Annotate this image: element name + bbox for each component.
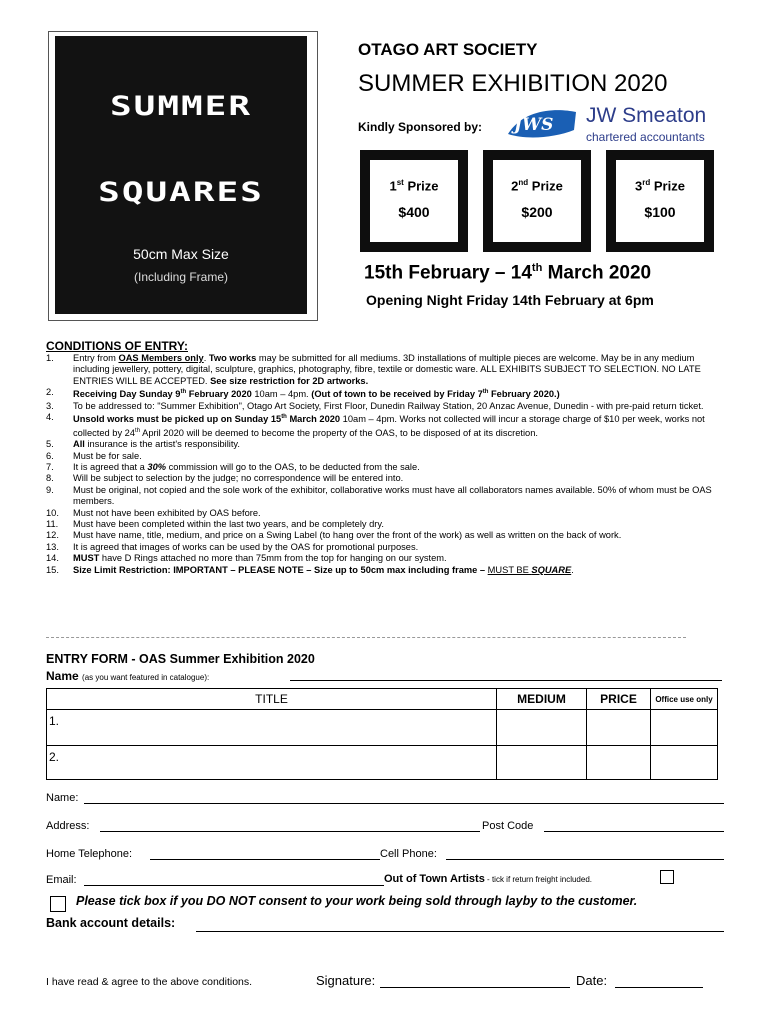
signature-field[interactable] <box>380 987 570 988</box>
row-2-medium-cell[interactable] <box>497 746 587 780</box>
layby-consent-checkbox[interactable] <box>50 896 66 912</box>
conditions-list <box>46 353 732 576</box>
condition-item: 12. Must have name, title, medium, and price on a Swing Label (to hang over the front of the work) as well as written on the back of work. <box>46 530 622 541</box>
col-price: PRICE <box>587 689 651 710</box>
poster-title-line1: SUMMER <box>109 91 253 122</box>
condition-item: 15. Size Limit Restriction: IMPORTANT – PLEASE NOTE – Size up to 50cm max including frame – MUST BE SQUARE. <box>46 564 574 575</box>
condition-item: 13. It is agreed that images of works can be used by the OAS for promotional purposes. <box>46 541 419 552</box>
name-field[interactable] <box>84 803 724 804</box>
out-of-town-label: Out of Town Artists - tick if return freight included. <box>384 873 592 885</box>
col-medium: MEDIUM <box>497 689 587 710</box>
row-1-office-cell <box>651 710 718 746</box>
row-2-title-cell[interactable] <box>47 746 497 780</box>
home-phone-label: Home Telephone: <box>46 848 133 860</box>
opening-night: Opening Night Friday 14th February at 6pm <box>366 292 654 308</box>
row-1-title-cell[interactable] <box>47 710 497 746</box>
row-number: 2. <box>49 750 60 764</box>
exhibition-title: SUMMER EXHIBITION 2020 <box>358 70 668 97</box>
bank-details-label: Bank account details: <box>46 916 176 930</box>
date-label: Date: <box>576 973 608 988</box>
exhibition-poster <box>48 31 318 321</box>
sponsor-logo-text: JWS <box>514 115 554 135</box>
poster-title-line2: SQUARES <box>98 177 264 208</box>
email-label: Email: <box>46 874 77 886</box>
condition-item: 9. Must be original, not copied and the sole work of the exhibitor, collaborative works must have all collaborators names available. 50% of whom must be OAS members. <box>46 484 712 507</box>
conditions-heading: CONDITIONS OF ENTRY: <box>46 339 188 353</box>
condition-item: 10. Must not have been exhibited by OAS before. <box>46 507 261 518</box>
condition-item: 2. Receiving Day Sunday 9th February 2020 10am – 4pm. (Out of town to be received by Friday 7th February 2020.) <box>46 387 560 400</box>
row-2-office-cell <box>651 746 718 780</box>
prize-third <box>606 150 714 252</box>
date-field[interactable] <box>615 987 703 988</box>
entry-form-heading: ENTRY FORM - OAS Summer Exhibition 2020 <box>46 652 315 666</box>
condition-item: 6. Must be for sale. <box>46 450 142 461</box>
row-2-price-cell[interactable] <box>587 746 651 780</box>
name-field-label: Name: <box>46 792 79 804</box>
condition-item: 7. It is agreed that a 30% commission will go to the OAS, to be deducted from the sale. <box>46 461 420 472</box>
poster-frame-note: (Including Frame) <box>133 270 229 284</box>
poster-panel <box>55 36 307 314</box>
condition-item: 14. MUST have D Rings attached no more than 75mm from the top for hanging on our system. <box>46 553 447 564</box>
condition-item: 3. To be addressed to: "Summer Exhibition", Otago Art Society, First Floor, Dunedin Railway Station, 20 Anzac Avenue, Dunedin - with pre-paid return ticket. <box>46 400 704 411</box>
sponsor-subtitle: chartered accountants <box>586 130 705 144</box>
prize-amount: $200 <box>521 204 553 220</box>
address-field[interactable] <box>100 831 480 832</box>
return-freight-checkbox[interactable] <box>660 870 674 884</box>
works-table <box>46 688 718 780</box>
cell-phone-field[interactable] <box>446 859 724 860</box>
condition-item: 4. Unsold works must be picked up on Sunday 15th March 2020 10am – 4pm. Works not collected will incur a storage charge of $10 per week, works not collected by 24th April 2020 will be deemed to become the property of the OAS, to be disposed of at its discretion. <box>46 412 705 438</box>
prize-place: 3rd Prize <box>635 178 685 194</box>
signature-label: Signature: <box>316 973 376 988</box>
row-1-price-cell[interactable] <box>587 710 651 746</box>
org-title: OTAGO ART SOCIETY <box>358 40 538 59</box>
postcode-field[interactable] <box>544 831 724 832</box>
prize-place: 1st Prize <box>389 178 439 194</box>
row-1-medium-cell[interactable] <box>497 710 587 746</box>
exhibition-dates: 15th February – 14th March 2020 <box>364 262 652 284</box>
name-label: Name (as you want featured in catalogue): <box>46 669 210 683</box>
agreement-text: I have read & agree to the above conditions. <box>46 976 253 988</box>
prize-amount: $400 <box>398 204 430 220</box>
prize-amount: $100 <box>644 204 676 220</box>
col-title: TITLE <box>47 689 497 710</box>
home-phone-field[interactable] <box>150 859 380 860</box>
catalogue-name-field[interactable] <box>290 680 722 681</box>
condition-item: 5. All insurance is the artist's responsibility. <box>46 439 240 450</box>
postcode-label: Post Code <box>482 820 534 832</box>
layby-consent-label: Please tick box if you DO NOT consent to your work being sold through layby to the customer. <box>76 894 638 908</box>
col-office-use: Office use only <box>651 689 718 710</box>
bank-details-field[interactable] <box>196 931 724 932</box>
poster-size: 50cm Max Size <box>133 246 229 262</box>
prize-place: 2nd Prize <box>511 178 563 194</box>
sponsor-name: JW Smeaton <box>586 104 707 127</box>
address-label: Address: <box>46 820 90 832</box>
row-number: 1. <box>49 714 60 728</box>
prize-second <box>483 150 591 252</box>
prize-first <box>360 150 468 252</box>
email-field[interactable] <box>84 885 384 886</box>
condition-item: 1. Entry from OAS Members only. Two works may be submitted for all mediums. 3D installations of multiple pieces are welcome. May be in any medium including jewellery, pottery, digital, sculpture, graphics, photography, fibre, textile or domestic ware. ALL EXHIBITS SUBJECT TO SELECTION. NO LATE ENTRIES WILL BE ACCEPTED. See size restriction for 2D artworks. <box>46 353 701 386</box>
cell-phone-label: Cell Phone: <box>380 848 437 860</box>
condition-item: 8. Will be subject to selection by the judge; no correspondence will be entered into. <box>46 473 404 484</box>
condition-item: 11. Must have been completed within the last two years, and be completely dry. <box>46 518 384 529</box>
sponsor-logo <box>504 104 578 144</box>
divider <box>46 637 686 638</box>
sponsor-label: Kindly Sponsored by: <box>358 120 483 134</box>
